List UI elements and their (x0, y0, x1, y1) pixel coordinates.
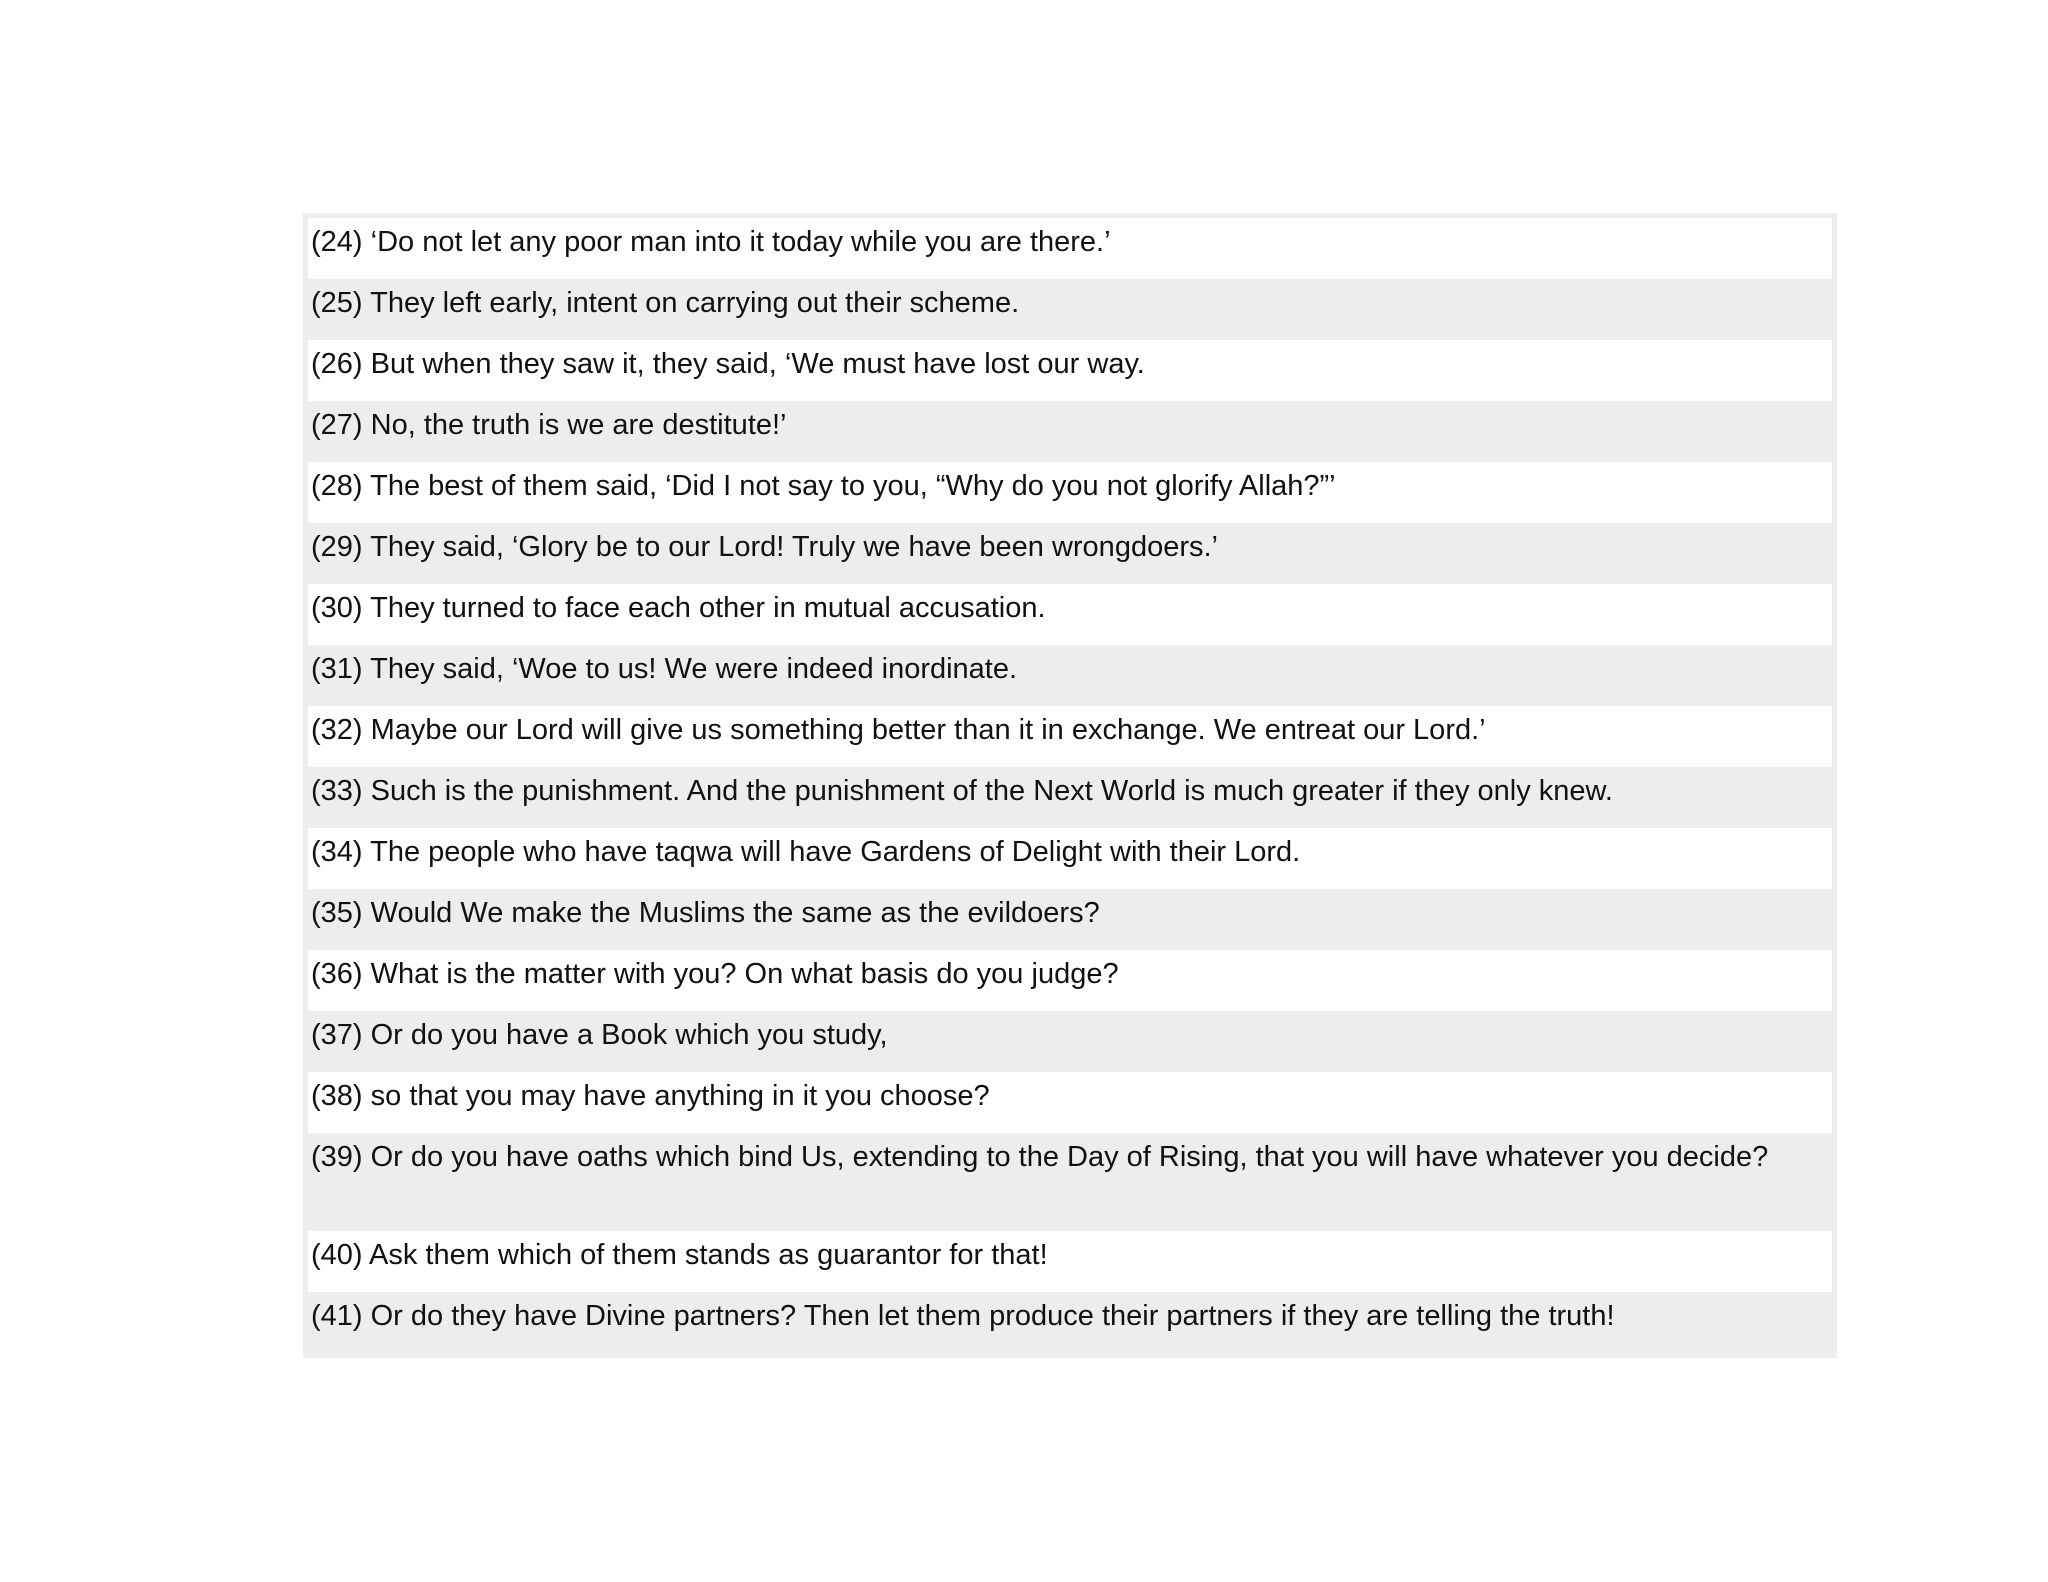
verse-row-29: (29) They said, ‘Glory be to our Lord! Truly we have been wrongdoers.’ (308, 523, 1832, 584)
verse-row-31: (31) They said, ‘Woe to us! We were indeed inordinate. (308, 645, 1832, 706)
verse-row-26: (26) But when they saw it, they said, ‘We must have lost our way. (308, 340, 1832, 401)
verse-row-34: (34) The people who have taqwa will have Gardens of Delight with their Lord. (308, 828, 1832, 889)
verse-row-30: (30) They turned to face each other in mutual accusation. (308, 584, 1832, 645)
verse-row-39: (39) Or do you have oaths which bind Us, extending to the Day of Rising, that you will have whatever you decide? (308, 1133, 1832, 1231)
verse-row-36: (36) What is the matter with you? On what basis do you judge? (308, 950, 1832, 1011)
verse-row-41: (41) Or do they have Divine partners? Then let them produce their partners if they are telling the truth! (308, 1292, 1832, 1353)
verse-row-33: (33) Such is the punishment. And the punishment of the Next World is much greater if they only knew. (308, 767, 1832, 828)
verse-table (303, 213, 1837, 1358)
verse-row-28: (28) The best of them said, ‘Did I not say to you, “Why do you not glorify Allah?”’ (308, 462, 1832, 523)
verse-row-32: (32) Maybe our Lord will give us something better than it in exchange. We entreat our Lord.’ (308, 706, 1832, 767)
verse-row-24: (24) ‘Do not let any poor man into it today while you are there.’ (308, 218, 1832, 279)
verse-row-27: (27) No, the truth is we are destitute!’ (308, 401, 1832, 462)
verse-row-37: (37) Or do you have a Book which you study, (308, 1011, 1832, 1072)
verse-row-35: (35) Would We make the Muslims the same as the evildoers? (308, 889, 1832, 950)
verse-row-40: (40) Ask them which of them stands as guarantor for that! (308, 1231, 1832, 1292)
verse-row-38: (38) so that you may have anything in it you choose? (308, 1072, 1832, 1133)
verse-row-25: (25) They left early, intent on carrying out their scheme. (308, 279, 1832, 340)
